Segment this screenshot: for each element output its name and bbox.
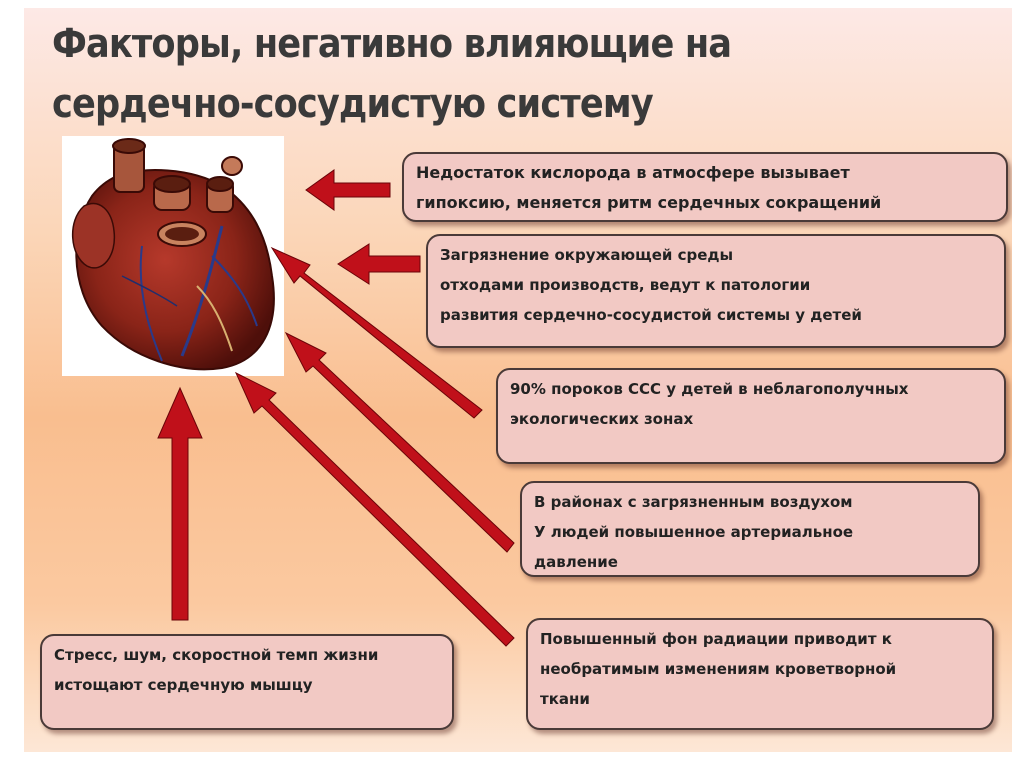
factor-box-pollution: [426, 234, 1006, 348]
factor-3-line-1: 90% пороков ССС у детей в неблагополучных: [510, 380, 909, 398]
factor-6-line-2: истощают сердечную мышцу: [54, 676, 313, 694]
factor-box-defects: [496, 368, 1006, 464]
factor-2-line-1: Загрязнение окружающей среды: [440, 246, 734, 264]
factor-1-line-1: Недостаток кислорода в атмосфере вызывает: [416, 163, 850, 182]
title-line-1: Факторы, негативно влияющие на: [52, 21, 732, 67]
factor-5-line-3: ткани: [540, 690, 590, 708]
factor-box-radiation: [526, 618, 994, 730]
factor-1-line-2: гипоксию, меняется ритм сердечных сокращений: [416, 193, 882, 212]
factor-box-oxygen: [402, 152, 1008, 222]
factor-2-line-3: развития сердечно-сосудистой системы у детей: [440, 306, 862, 324]
arrow-6: [158, 388, 202, 620]
factor-3-line-2: экологических зонах: [510, 410, 694, 428]
factor-4-line-1: В районах с загрязненным воздухом: [534, 493, 853, 511]
arrow-1: [306, 170, 390, 210]
slide: [24, 8, 1012, 752]
arrow-4: [286, 333, 514, 552]
factor-box-stress: [40, 634, 454, 730]
factor-2-line-2: отходами производств, ведут к патологии: [440, 276, 811, 294]
factor-5-line-1: Повышенный фон радиации приводит к: [540, 630, 892, 648]
arrow-2: [338, 244, 420, 284]
factor-6-line-1: Стресс, шум, скоростной темп жизни: [54, 646, 379, 664]
factor-5-line-2: необратимым изменениям кроветворной: [540, 660, 897, 678]
factor-4-line-2: У людей повышенное артериальное: [534, 523, 854, 541]
factor-box-air: [520, 481, 980, 577]
title-line-2: сердечно-сосудистую систему: [52, 81, 653, 127]
factor-4-line-3: давление: [534, 553, 618, 571]
